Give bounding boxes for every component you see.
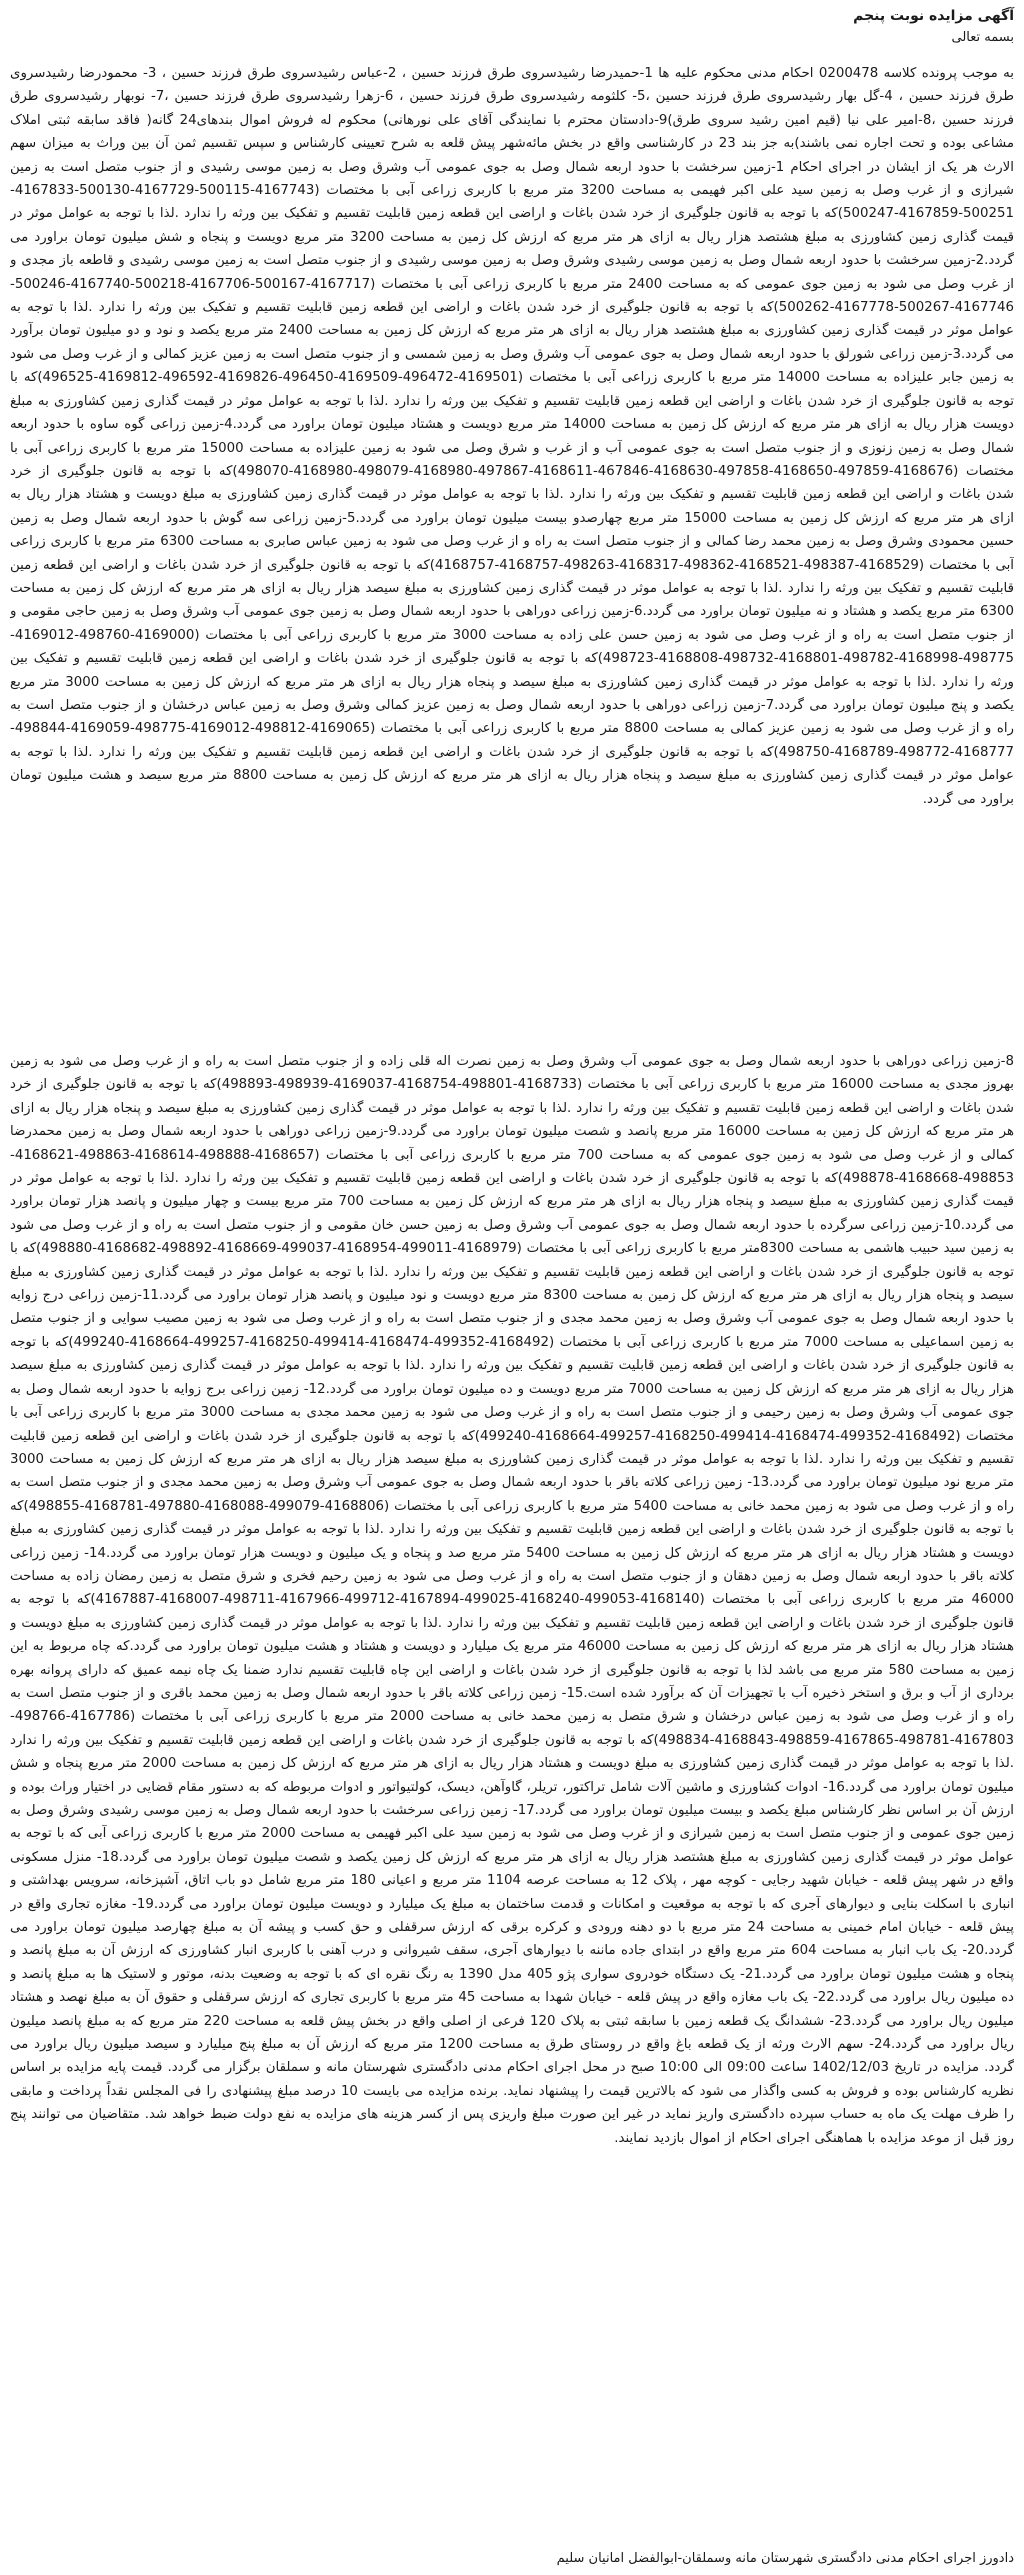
notice-paragraph-2: 8-زمین زراعی دوراهی با حدود اربعه شمال وصل به جوی عمومی آب وشرق وصل به زمین نصرت اله قلی زاده و از جنوب متصل است به راه و از غرب وصل می شود به زمین بهروز مجدی به مساحت 16000 متر مربع با کاربری زراعی آبی با مختصات (4168733-498801-4168754-4169037-498939-498893)که با توجه به قانون جلوگیری از خرد شدن باغات و اراضی این قطعه زمین قابلیت تقسیم و تفکیک بین ورثه را ندارد .لذا با توجه به عوامل موثر در قیمت گذاری زمین کشاورزی به مبلغ سیصد و پنجاه هزار ریال به ازای هر متر مربع که ارزش کل زمین به مساحت 16000 متر مربع پانصد و شصت میلیون تومان براورد می گردد.9-زمین زراعی دوراهی با حدود اربعه شمال وصل به زمین محمدرضا کمالی و از غرب وصل می شود به زمین جوی عمومی که به مساحت 700 متر مربع با کاربری زراعی آبی با مختصات (4168657-498888-4168614-498863-4168621-498853-4168668-498878)که با توجه به قانون جلوگیری از خرد شدن باغات و اراضی این قطعه زمین قابلیت تقسیم و تفکیک بین ورثه را ندارد .لذا با توجه به عوامل موثر در قیمت گذاری زمین کشاورزی به مبلغ سیصد و پنجاه هزار ریال به ازای هر متر مربع که ارزش کل زمین به مساحت 700 متر مربع بیست و چهار میلیون و پانصد هزار تومان براورد می گردد.10-زمین زراعی سرگرده با حدود اربعه شمال وصل به جوی عمومی آب وشرق وصل به زمین حسن خان مقومی و از جنوب متصل است به راه و از غرب وصل می شود به زمین سید حبیب هاشمی به مساحت 8300متر مربع با کاربری زراعی آبی با مختصات (4168979-499011-4168954-499037-4168669-498892-4168682-498880)که با توجه به قانون جلوگیری از خرد شدن باغات و اراضی این قطعه زمین قابلیت تقسیم و تفکیک بین ورثه را ندارد .لذا با توجه به عوامل موثر در قیمت گذاری زمین کشاورزی به مبلغ سیصد و پنجاه هزار ریال به ازای هر متر مربع که ارزش کل زمین به مساحت 8300 متر مربع دویست و نود میلیون و پانصد هزار تومان براورد می گردد.11-زمین زراعی درج زوایه با حدود اربعه شمال وصل به جوی عمومی آب وشرق وصل به زمین محمد مجدی و از جنوب متصل است به راه و از غرب وصل می شود به زمین مصیب سوایی و از جنوب متصل به زمین اسماعیلی به مساحت 7000 متر مربع با کاربری زراعی آبی با مختصات (4168492-499352-4168474-499414-4168250-499257-4168664-499240)که با توجه به قانون جلوگیری از خرد شدن باغات و اراضی این قطعه زمین قابلیت تقسیم و تفکیک بین ورثه را ندارد .لذا با توجه به عوامل موثر در قیمت گذاری زمین کشاورزی به مبلغ سیصد هزار ریال به ازای هر متر مربع که ارزش کل زمین به مساحت 7000 متر مربع دویست و ده میلیون تومان براورد می گردد.12- زمین زراعی برج زوایه با حدود اربعه شمال وصل به جوی عمومی آب وشرق وصل به زمین رحیمی و از جنوب متصل است به راه و از غرب وصل می شود به زمین محمد مجدی به مساحت 3000 متر مربع با کاربری زراعی آبی با مختصات (4168492-499352-4168474-499414-4168250-499257-4168664-499240)که با توجه به قانون جلوگیری از خرد شدن باغات و اراضی این قطعه زمین قابلیت تقسیم و تفکیک بین ورثه را ندارد .لذا با توجه به عوامل موثر در قیمت گذاری زمین کشاورزی به مبلغ سیصد هزار ریال به ازای هر متر مربع که ارزش کل زمین به مساحت 3000 متر مربع نود میلیون تومان براورد می گردد.13- زمین زراعی کلاته باقر با حدود اربعه شمال وصل به جوی عمومی آب وشرق وصل به زمین محمد مجدی و از جنوب متصل است به راه و از غرب وصل می شود به زمین محمد خانی به مساحت 5400 متر مربع با کاربری زراعی آبی با مختصات (4168806-499079-4168088-497880-4168781-498855)که با توجه به قانون جلوگیری از خرد شدن باغات و اراضی این قطعه زمین قابلیت تقسیم و تفکیک بین ورثه را ندارد .لذا با توجه به عوامل موثر در قیمت گذاری زمین کشاورزی به مبلغ دویست و هشتاد هزار ریال به ازای هر متر مربع که ارزش کل زمین به مساحت 5400 متر مربع صد و پنجاه و یک میلیون و دویست هزار تومان براورد می گردد.14- زمین زراعی کلاته باقر با حدود اربعه شمال وصل به زمین دهقان و از جنوب متصل است به راه و از غرب وصل می شود به زمین رحیم فخری و شرق متصل به زمین رمضان زاده به مساحت 46000 متر مربع با کاربری زراعی آبی با مختصات (4168140-499053-4168240-499025-4167894-499712-4167966-498711-4168007-4167887)که با توجه به قانون جلوگیری از خرد شدن باغات و اراضی این قطعه زمین قابلیت تقسیم و تفکیک بین ورثه را ندارد .لذا با توجه به عوامل موثر در قیمت گذاری زمین کشاورزی به مبلغ دویست و هشتاد هزار ریال به ازای هر متر مربع که ارزش کل زمین به مساحت 46000 متر مربع یک میلیارد و دویست و هشتاد و هشت میلیون تومان براورد می گردد.که چاه مربوط به این زمین به مساحت 580 متر مربع می باشد لذا با توجه به قانون جلوگیری از خرد شدن باغات و اراضی این چاه قابلیت تقسیم ندارد ضمنا یک چاه نیمه عمیق که دارای پروانه بهره برداری از آب و برق و استخر ذخیره آب با تجهیزات آن که برآورد شده است.15- زمین زراعی کلاته باقر با حدود اربعه شمال وصل به زمین محمد باقری و از جنوب متصل است به راه و از غرب وصل می شود به زمین عباس درخشان و شرق متصل به زمین محمد خانی به مساحت 2000 متر مربع با کاربری زراعی آبی با مختصات (4167786-498766-4167803-498781-4167865-498859-4168843-498834)که با توجه به قانون جلوگیری از خرد شدن باغات و اراضی این قطعه زمین قابلیت تقسیم و تفکیک بین ورثه را ندارد .لذا با توجه به عوامل موثر در قیمت گذاری زمین کشاورزی به مبلغ دویست و هشتاد هزار ریال به ازای هر متر مربع که ارزش کل زمین به مساحت 2000 متر مربع پنجاه و شش میلیون تومان براورد می گردد.16- ادوات کشاورزی و ماشین آلات شامل تراکتور، تریلر، گاوآهن، دیسک، کولتیواتور و ادوات مربوطه که به دستور مقام قضایی در اختیار وراث بوده و ارزش آن بر اساس نظر کارشناس مبلغ یکصد و بیست میلیون تومان براورد می گردد.17- زمین زراعی سرخشت با حدود اربعه شمال وصل به زمین موسی رشیدی وشرق وصل به زمین جوی عمومی و از جنوب متصل است به زمین شیرازی و از غرب وصل می شود به زمین سید علی اکبر فهیمی به مساحت 2000 متر مربع با کاربری زراعی آبی که با توجه به عوامل موثر در قیمت گذاری زمین کشاورزی به مبلغ هشتصد هزار ریال به ازای هر متر مربع که ارزش کل زمین یکصد و شصت میلیون تومان براورد می گردد.18- منزل مسکونی واقع در شهر پیش قلعه - خیابان شهید رجایی - کوچه مهر ، پلاک 12 به مساحت عرصه 1104 متر مربع و اعیانی 180 متر مربع شامل دو باب اتاق، آشپزخانه، سرویس بهداشتی و انباری با اسکلت بنایی و دیوارهای آجری که با توجه به موقعیت و امکانات و قدمت ساختمان به مبلغ یک میلیارد و دویست میلیون تومان براورد می گردد.19- مغازه تجاری واقع در پیش قلعه - خیابان امام خمینی به مساحت 24 متر مربع با دو دهنه ورودی و کرکره برقی که ارزش سرقفلی و حق کسب و پیشه آن به مبلغ چهارصد میلیون تومان براورد می گردد.20- یک باب انبار به مساحت 604 متر مربع واقع در ابتدای جاده ماننه با دیوارهای آجری، سقف شیروانی و درب آهنی با کاربری انبار کشاورزی که ارزش آن به مبلغ پانصد و پنجاه و هشت میلیون تومان براورد می گردد.21- یک دستگاه خودروی سواری پژو 405 مدل 1390 به رنگ نقره ای که با توجه به وضعیت بدنه، موتور و لاستیک ها به مبلغ پانصد و ده میلیون ریال براورد می گردد.22- یک باب مغازه واقع در پیش قلعه - خیابان شهدا به مساحت 45 متر مربع با کاربری تجاری که ارزش سرقفلی و حقوق آن به مبلغ نهصد و هشتاد میلیون ریال براورد می گردد.23- ششدانگ یک قطعه زمین با سابقه ثبتی به پلاک 120 فرعی از اصلی واقع در بخش پیش قلعه به مساحت 220 متر مربع که به مبلغ پانصد میلیون ریال براورد می گردد.24- سهم الارث ورثه از یک قطعه باغ واقع در روستای طرق به مساحت 1200 متر مربع که ارزش آن به مبلغ پنج میلیارد و سیصد میلیون ریال براورد می گردد. مزایده در تاریخ 1402/12/03 ساعت 09:00 الی 10:00 صبح در محل اجرای احکام مدنی دادگستری شهرستان مانه و سملقان برگزار می گردد. قیمت پایه مزایده بر اساس نظریه کارشناس بوده و فروش به کسی واگذار می شود که بالاترین قیمت را پیشنهاد نماید. برنده مزایده می بایست 10 درصد مبلغ پیشنهادی را فی المجلس نقداً پرداخت و مابقی را ظرف مهلت یک ماه به حساب سپرده دادگستری واریز نماید در غیر این صورت مبلغ واریزی پس از کسر هزینه های مزایده به نفع دولت ضبط خواهد شد. متقاضیان می توانند پنج روز قبل از موعد مزایده با هماهنگی اجرای احکام از اموال بازدید نمایند. (10, 1054, 1014, 2146)
notice-footer-signature: دادورز اجرای احکام مدنی دادگستری شهرستان مانه وسملقان-ابوالفضل امانیان سلیم (556, 2551, 1014, 2566)
notice-paragraph-1: به موجب پرونده کلاسه 0200478 احکام مدنی محکوم علیه ها 1-حمیدرضا رشیدسروی طرق فرزند حسین ، 2-عباس رشیدسروی طرق فرزند حسین ، 3- محمودرضا رشیدسروی طرق فرزند حسین ، 4-گل بهار رشیدسروی طرق فرزند حسین ،5- کلثومه رشیدسروی طرق فرزند حسین ، 6-زهرا رشیدسروی طرق فرزند حسین ،7- نوبهار رشیدسروی طرق فرزند حسین ،8-امیر علی نیا (قیم امین رشید سروی طرق)9-دادستان محترم با نمایندگی آقای علی نورهانی) محکوم له فروش اموال بندهای24 گانه( فاقد سابقه ثبتی املاک مشاعی بوده و تحت اجاره نمی باشند)به جز بند 23 در کارشناسی واقع در بخش مائه‌شهر پیش قلعه به شرح تعیینی کارشناس و سپس تقسیم ثمن آن بین وراث به میزان سهم الارث هر یک از ایشان در اجرای احکام 1-زمین سرخشت با حدود اربعه شمال وصل به جوی عمومی آب وشرق وصل به زمین موسی رشیدی و از جنوب متصل است به زمین شیرازی و از غرب وصل به زمین سید علی اکبر فهیمی به مساحت 3200 متر مربع با کاربری زراعی آبی با مختصات (4167743-500115-4167729-500130-4167833-500251-4167859-500247)که با توجه به قانون جلوگیری از خرد شدن باغات و اراضی این قطعه زمین قابلیت تقسیم و تفکیک بین ورثه را ندارد .لذا با توجه به عوامل موثر در قیمت گذاری زمین کشاورزی به مبلغ هشتصد هزار ریال به ازای هر متر مربع که ارزش کل زمین به مساحت 3200 متر مربع دویست و پنجاه و شش میلیون تومان براورد می گردد.2-زمین سرخشت با حدود اربعه شمال وصل به زمین موسی رشیدی وشرق وصل به زمین موسی رشیدی و از جنوب متصل است به زمین موسی رشیدی و قاطعه باز مجدی و از غرب وصل می شود به زمین جوی عمومی که به مساحت 2400 متر مربع با کاربری زراعی آبی با مختصات (4167717-500167-4167706-500218-4167740-500246-4167746-500267-4167778-500262)که با توجه به قانون جلوگیری از خرد شدن باغات و اراضی این قطعه زمین قابلیت تقسیم و تفکیک بین ورثه را ندارد .لذا با توجه به عوامل موثر در قیمت گذاری زمین کشاورزی به مبلغ هشتصد هزار ریال به ازای هر متر مربع که ارزش کل زمین به مساحت 2400 متر مربع یکصد و نود و دو میلیون تومان برآورد می گردد.3-زمین زراعی شورلق با حدود اربعه شمال وصل به جوی عمومی آب وشرق وصل به زمین شمسی و از جنوب متصل است به زمین عزیز کمالی و از غرب وصل می شود به زمین جابر علیزاده به مساحت 14000 متر مربع با کاربری زراعی آبی با مختصات (4169501-496472-4169509-496450-4169826-496592-4169812-496525)که با توجه به قانون جلوگیری از خرد شدن باغات و اراضی این قطعه زمین قابلیت تقسیم و تفکیک بین ورثه را ندارد .لذا با توجه به عوامل موثر در قیمت گذاری زمین کشاورزی به مبلغ دویست هزار ریال به ازای هر متر مربع که ارزش کل زمین به مساحت 14000 متر مربع دویست و هشتاد میلیون تومان براورد می گردد.4-زمین زراعی گوه ساوه با حدود اربعه شمال وصل به زمین زنوزی و از جنوب متصل است به جوی عمومی آب و از غرب و شرق وصل می شود به زمین علیزاده به مساحت 15000 متر مربع با کاربری زراعی آبی با مختصات (4168676-497859-4168650-497858-4168630-467846-4168611-497867-4168980-498079-4168980-498070)که با توجه به قانون جلوگیری از خرد شدن باغات و اراضی این قطعه زمین قابلیت تقسیم و تفکیک بین ورثه را ندارد .لذا با توجه به عوامل موثر در قیمت گذاری زمین کشاورزی به مبلغ دویست و هشتاد هزار ریال به ازای هر متر مربع که ارزش کل زمین به مساحت 15000 متر مربع چهارصدو بیست میلیون تومان براورد می گردد.5-زمین زراعی سه گوش با حدود اربعه شمال وصل به زمین حسین محمودی وشرق وصل به زمین محمد رضا کمالی و از جنوب متصل است به راه و از غرب وصل می شود به زمین عباس صابری به مساحت 6300 متر مربع با کاربری زراعی آبی با مختصات (4168529-498387-4168521-498362-4168317-498263-4168757-4168757)که با توجه به قانون جلوگیری از خرد شدن باغات و اراضی این قطعه زمین قابلیت تقسیم و تفکیک بین ورثه را ندارد .لذا با توجه به عوامل موثر در قیمت گذاری زمین کشاورزی به مبلغ سیصد هزار ریال به ازای هر متر مربع که ارزش کل زمین به مساحت 6300 متر مربع یکصد و هشتاد و نه میلیون تومان براورد می گردد.6-زمین زراعی دوراهی با حدود اربعه شمال وصل به زمین جوی عمومی آب وشرق وصل به زمین حاجی مقومی و از جنوب متصل است به راه و از غرب وصل می شود به زمین حسن علی زاده به مساحت 3000 متر مربع با کاربری زراعی آبی با مختصات (4169000-498760-4169012-498775-4168998-498782-4168801-498732-4168808-498723)که با توجه به قانون جلوگیری از خرد شدن باغات و اراضی این قطعه زمین قابلیت تقسیم و تفکیک بین ورثه را ندارد .لذا با توجه به عوامل موثر در قیمت گذاری زمین کشاورزی به مبلغ سیصد و پنجاه هزار ریال به ازای هر متر مربع که ارزش کل زمین به مساحت 3000 متر مربع یکصد و پنج میلیون تومان براورد می گردد.7-زمین زراعی دوراهی با حدود اربعه شمال وصل به زمین عزیز کمالی وشرق وصل به زمین عباس درخشان و از جنوب متصل است به راه و از غرب وصل می شود به زمین عزیز کمالی به مساحت 8800 متر مربع با کاربری زراعی آبی با مختصات (4169065-498812-4169012-498775-4169059-498844-4168777-498772-4168789-498750)که با توجه به قانون جلوگیری از خرد شدن باغات و اراضی این قطعه زمین قابلیت تقسیم و تفکیک بین ورثه را ندارد .لذا با توجه به عوامل موثر در قیمت گذاری زمین کشاورزی به مبلغ سیصد و پنجاه هزار ریال به ازای هر متر مربع که ارزش کل زمین به مساحت 8800 متر مربع سیصد و هشت میلیون تومان براورد می گردد. (10, 66, 1014, 807)
notice-title: آگهی مزایده نوبت پنجم (853, 8, 1014, 24)
notice-basmala: بسمه تعالی (951, 30, 1014, 45)
